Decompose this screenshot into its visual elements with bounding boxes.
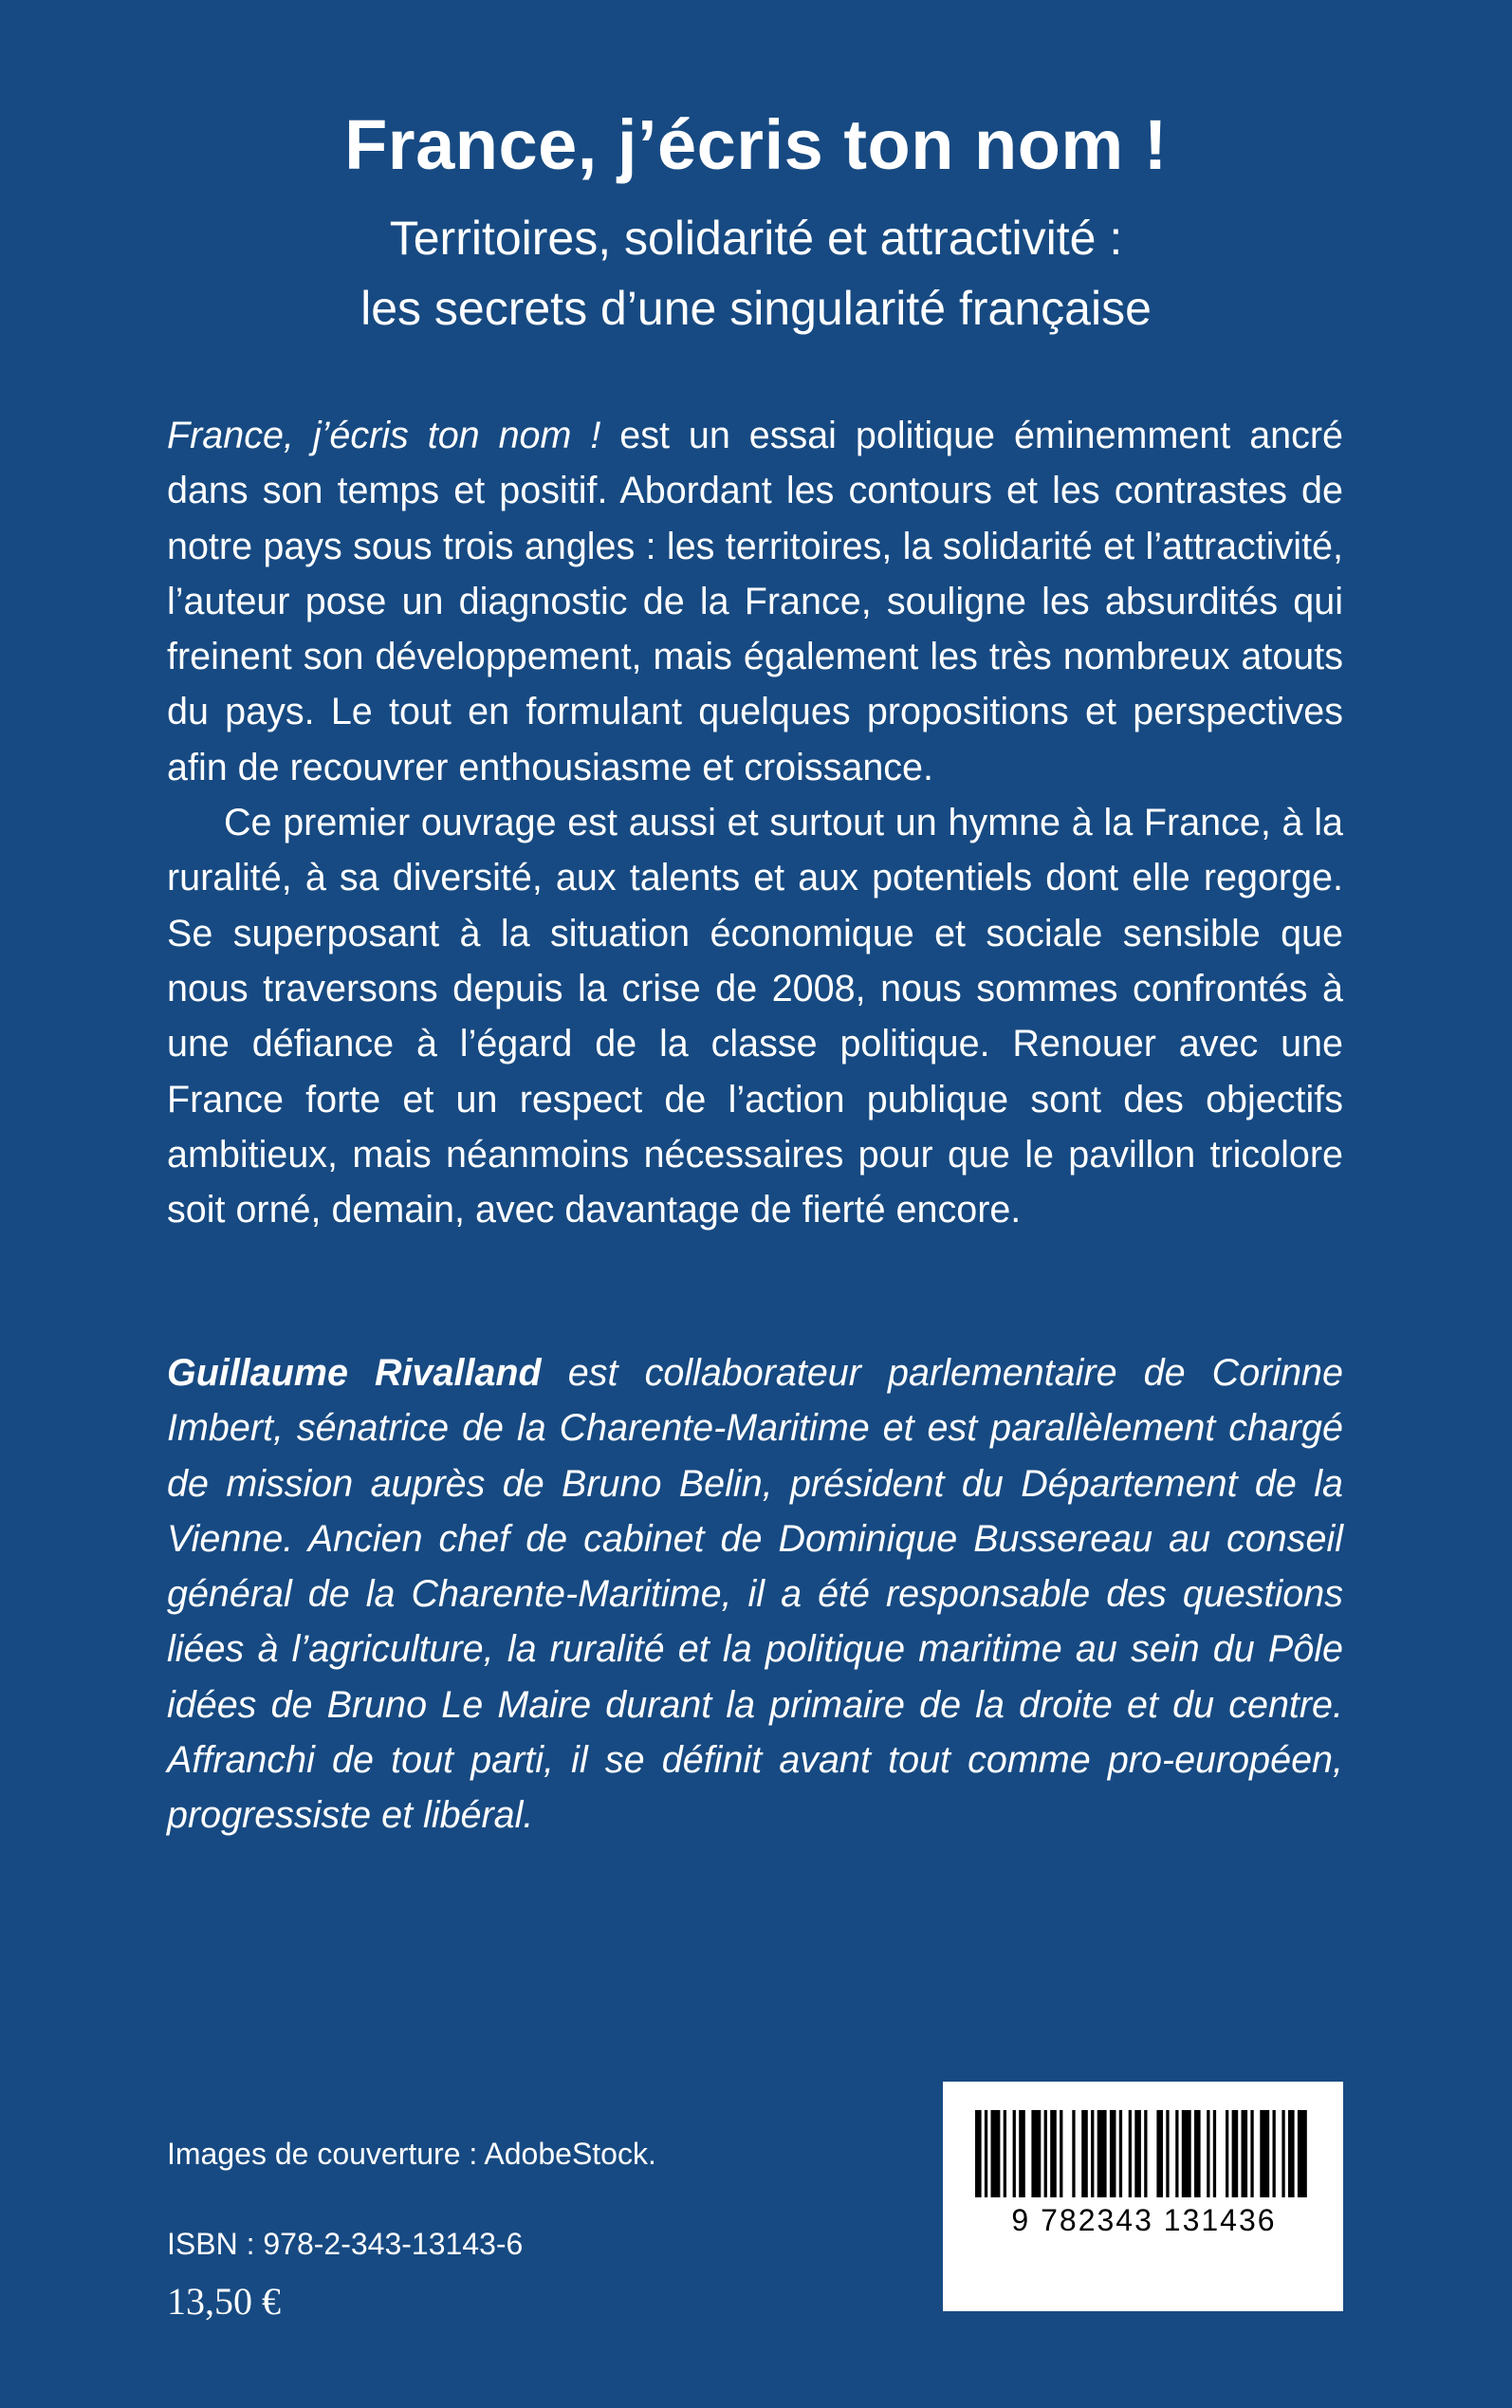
barcode-bar (1004, 2110, 1006, 2197)
barcode-bar (1072, 2110, 1075, 2197)
barcode-bar (1194, 2110, 1201, 2197)
barcode-bar (1213, 2110, 1216, 2197)
barcode-bar (1207, 2110, 1209, 2197)
barcode-bar (985, 2110, 987, 2197)
barcode-bar (1226, 2110, 1228, 2197)
book-subtitle (0, 203, 1512, 343)
barcode-bar (1091, 2110, 1094, 2197)
barcode-bar (1175, 2110, 1178, 2197)
barcode-bar (1081, 2110, 1088, 2197)
barcode-bar (1282, 2110, 1284, 2197)
subtitle-line-1: Territoires, solidarité et attractivité : (389, 212, 1123, 265)
barcode-bar (1060, 2110, 1062, 2197)
barcode-bar (1273, 2110, 1276, 2197)
barcode-bar (1182, 2110, 1191, 2197)
barcode-bar (1156, 2110, 1163, 2197)
barcode (943, 2082, 1343, 2311)
barcode-bar (1044, 2110, 1047, 2197)
author-bio (167, 1345, 1343, 1843)
barcode-bar (1288, 2110, 1295, 2197)
barcode-bar (1134, 2110, 1141, 2197)
barcode-bar (1119, 2110, 1122, 2197)
image-credits: Images de couverture : AdobeStock. (167, 2137, 656, 2171)
author-bio-text: est collaborateur parlementaire de Corinne Imbert, sénatrice de la Charente-Maritime et est parallèlement chargé de mission auprès de Bruno Belin, président du Département de la Vienne. Ancien chef de cabinet de Dominique Bussereau au conseil général de la Charente-Maritime, il a été responsable des questions liées à l’agriculture, la ruralité et la politique maritime au sein du Pôle idées de Bruno Le Maire durant la primaire de la droite et du centre. Affranchi de tout parti, il se définit avant tout comme pro-européen, progressiste et libéral. (167, 1352, 1343, 1837)
barcode-bar (1260, 2110, 1269, 2197)
barcode-bar (1232, 2110, 1239, 2197)
blurb-paragraph-1 (167, 408, 1343, 795)
subtitle-line-2: les secrets d’une singularité française (360, 282, 1152, 335)
blurb-paragraph-2: Ce premier ouvrage est aussi et surtout un hymne à la France, à la ruralité, à sa diversité, aux talents et aux potentiels dont elle regorge. Se superposant à la situation économique et sociale sensible que nous traversons depuis la crise de 2008, nous sommes confrontés à une défiance à l’égard de la classe politique. Renouer avec une France forte et un respect de l’action publique sont des objectifs ambitieux, mais néanmoins nécessaires pour que le pavillon tricolore soit orné, demain, avec davantage de fierté encore. (167, 802, 1343, 1232)
barcode-bar (975, 2110, 982, 2197)
price: 13,50 € (167, 2280, 281, 2323)
barcode-bar (1013, 2110, 1016, 2197)
barcode-bar (1110, 2110, 1116, 2197)
barcode-bar (1019, 2110, 1025, 2197)
barcode-bar (1050, 2110, 1057, 2197)
book-title: France, j’écris ton nom ! (344, 105, 1168, 184)
barcode-bar (1250, 2110, 1253, 2197)
barcode-bar (1031, 2110, 1041, 2197)
barcode-bar (1144, 2110, 1147, 2197)
barcode-bar (1166, 2110, 1169, 2197)
blurb-paragraph-1-text: est un essai politique éminemment ancré dans son temps et positif. Abordant les contours et les contrastes de notre pays sous trois angles : les territoires, la solidarité et l’attractivité, l’auteur pose un diagnostic de la France, souligne les absurdités qui freinent son développement, mais également les très nombreux atouts du pays. Le tout en formulant quelques propositions et perspectives afin de recouvrer enthousiasme et croissance. (167, 415, 1343, 788)
author-name: Guillaume Rivalland (167, 1352, 542, 1394)
barcode-bar (1097, 2110, 1107, 2197)
isbn: ISBN : 978-2-343-13143-6 (167, 2227, 524, 2261)
barcode-digits: 9 782343 131436 (1011, 2203, 1277, 2237)
barcode-bar (1298, 2110, 1307, 2197)
barcode-bar (1242, 2110, 1248, 2197)
book-blurb (167, 408, 1343, 1237)
blurb-book-title: France, j’écris ton nom ! (167, 415, 601, 456)
barcode-bar (991, 2110, 1001, 2197)
barcode-bar (1129, 2110, 1132, 2197)
barcode-bars (975, 2110, 1311, 2197)
